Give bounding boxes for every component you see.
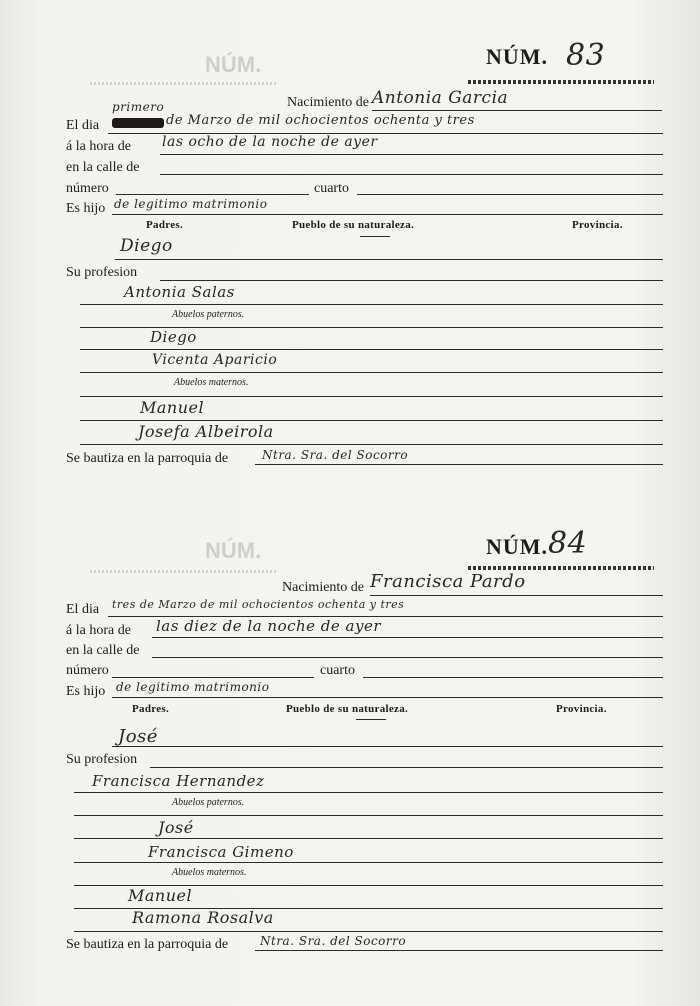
padres-header: Padres.	[146, 219, 184, 231]
number-rule	[468, 566, 654, 570]
hijo-label: Es hijo	[66, 684, 106, 699]
abuelos-paternos-label: Abuelos paternos.	[172, 797, 245, 808]
record-number-value: 84	[548, 526, 588, 561]
rule	[160, 280, 663, 281]
abuelos-paternos-label: Abuelos paternos.	[172, 309, 245, 320]
rule	[255, 464, 663, 465]
padres-header: Padres.	[132, 703, 170, 715]
nacimiento-name: Francisca Pardo	[370, 571, 526, 592]
rule	[255, 950, 663, 951]
provincia-header: Provincia.	[572, 219, 623, 231]
rule	[80, 304, 663, 305]
abuelo-materno: Manuel	[128, 886, 193, 905]
number-rule	[468, 80, 654, 84]
rule	[74, 838, 663, 839]
rule	[116, 194, 309, 195]
calle-label: en la calle de	[66, 643, 140, 658]
hora-label: á la hora de	[66, 623, 131, 638]
abuela-paterna: Vicenta Aparicio	[152, 352, 278, 368]
hora-label: á la hora de	[66, 139, 131, 154]
pueblo-header: Pueblo de su naturaleza.	[292, 219, 415, 231]
rule	[370, 595, 663, 596]
hijo-label: Es hijo	[66, 201, 106, 216]
rule	[160, 174, 663, 175]
hora-value: las diez de la noche de ayer	[156, 617, 382, 635]
hora-value: las ocho de la noche de ayer	[162, 134, 378, 150]
abuelo-materno: Manuel	[140, 398, 205, 417]
dia-value: de Marzo de mil ochocientos ochenta y tres	[166, 113, 475, 128]
rule	[80, 420, 663, 421]
rule	[360, 236, 390, 237]
rule	[160, 154, 663, 155]
dia-above-note: primero	[112, 100, 165, 114]
rule	[74, 815, 663, 816]
abuelos-maternos-label: Abuelos maternos.	[174, 377, 249, 388]
ink-blot	[112, 118, 164, 128]
rule	[80, 372, 663, 373]
padre-name: Diego	[120, 236, 173, 256]
bautiza-label: Se bautiza en la parroquia de	[66, 451, 229, 466]
calle-label: en la calle de	[66, 160, 140, 175]
abuela-paterna: Francisca Gimeno	[148, 843, 294, 861]
cuarto-label: cuarto	[320, 663, 355, 678]
numero-label: número	[66, 181, 109, 196]
dia-value: tres de Marzo de mil ochocientos ochenta y tres	[112, 598, 405, 611]
abuela-materna: Ramona Rosalva	[132, 908, 274, 927]
nacimiento-label: Nacimiento de	[282, 580, 365, 595]
rule	[150, 767, 663, 768]
bleed-through-dashes	[90, 82, 276, 85]
nacimiento-name: Antonia Garcia	[372, 88, 509, 108]
rule	[112, 746, 663, 747]
numero-label: número	[66, 663, 109, 678]
nacimiento-label: Nacimiento de	[287, 95, 370, 110]
abuelo-paterno: Diego	[150, 328, 197, 346]
hijo-value: de legitimo matrimonio	[114, 197, 268, 211]
record-number-label: NÚM.	[486, 534, 549, 559]
rule	[357, 194, 663, 195]
rule	[372, 110, 662, 111]
rule	[74, 862, 663, 863]
rule	[152, 637, 663, 638]
rule	[112, 214, 663, 215]
bautiza-label: Se bautiza en la parroquia de	[66, 937, 229, 952]
abuelo-paterno: José	[158, 818, 194, 837]
rule	[112, 677, 314, 678]
profesion-label: Su profesion	[66, 752, 138, 767]
rule	[356, 719, 386, 720]
parroquia-value: Ntra. Sra. del Socorro	[262, 448, 409, 462]
rule	[80, 444, 663, 445]
bleed-through-number: NÚM.	[205, 538, 262, 563]
profesion-label: Su profesion	[66, 265, 138, 280]
rule	[112, 697, 663, 698]
provincia-header: Provincia.	[556, 703, 607, 715]
record-number-value: 83	[566, 38, 606, 73]
rule	[152, 657, 663, 658]
hijo-value: de legitimo matrimonio	[116, 680, 270, 694]
rule	[80, 349, 663, 350]
record-number-label: NÚM.	[486, 44, 549, 69]
rule	[80, 396, 663, 397]
dia-label: El dia	[66, 602, 100, 617]
bleed-through-dashes	[90, 570, 276, 573]
madre-name: Antonia Salas	[124, 283, 235, 301]
padre-name: José	[118, 726, 158, 747]
abuelos-maternos-label: Abuelos maternos.	[172, 867, 247, 878]
dia-label: El dia	[66, 118, 100, 133]
madre-name: Francisca Hernandez	[92, 772, 265, 790]
abuela-materna: Josefa Albeirola	[138, 422, 274, 441]
parroquia-value: Ntra. Sra. del Socorro	[260, 934, 407, 948]
rule	[74, 931, 663, 932]
rule	[74, 792, 663, 793]
cuarto-label: cuarto	[314, 181, 349, 196]
rule	[363, 677, 663, 678]
bleed-through-number: NÚM.	[205, 52, 262, 77]
pueblo-header: Pueblo de su naturaleza.	[286, 703, 409, 715]
rule	[115, 259, 663, 260]
